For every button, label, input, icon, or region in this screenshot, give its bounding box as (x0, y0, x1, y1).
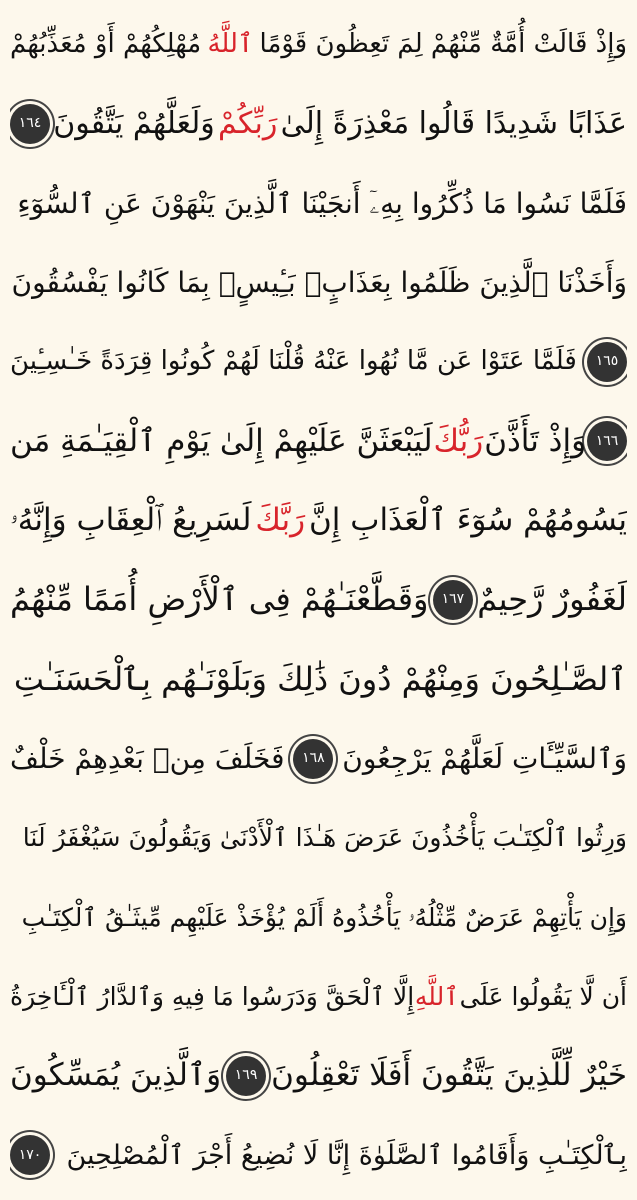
verse-text: لَغَفُورٌ رَّحِيمٌ (477, 580, 627, 619)
verse-text: وَإِن يَأْتِهِمْ عَرَضٌ مِّثْلُهُۥ يَأْخُذُوهُ أَلَمْ يُؤْخَذْ عَلَيْهِم مِّيثَـٰقُ ٱلْكِتَـٰبِ (21, 902, 627, 932)
verse-text: إِلَّا ٱلْحَقَّ وَدَرَسُوا مَا فِيهِ وَٱلدَّارُ ٱلْـَٔاخِرَةُ (10, 982, 415, 1012)
verse-text: وَقَطَّعْنَـٰهُمْ فِى ٱلْأَرْضِ أُمَمًا مِّنْهُمُ (10, 580, 429, 619)
verse-number-marker: ١٦٦ (587, 421, 627, 461)
text-line (10, 87, 627, 160)
text-line (10, 405, 627, 478)
verse-text: أَن لَّا يَقُولُوا عَلَى (459, 982, 627, 1012)
divine-name-text: رَبَّكَ (255, 502, 306, 539)
verse-number-marker: ١٦٥ (587, 342, 627, 382)
divine-name-text: رَبُّكَ (433, 422, 484, 459)
verse-text: وَإِذْ تَأَذَّنَ (484, 422, 587, 459)
verse-text: عَذَابًا شَدِيدًا قَالُوا مَعْذِرَةً إِلَىٰ (280, 106, 627, 142)
verse-text: بِٱلْكِتَـٰبِ وَأَقَامُوا ٱلصَّلَوٰةَ إِنَّا لَا نُضِيعُ أَجْرَ ٱلْمُصْلِحِينَ (66, 1139, 627, 1171)
verse-text: مُهْلِكُهُمْ أَوْ مُعَذِّبُهُمْ (10, 29, 202, 59)
verse-text: وَرِثُوا ٱلْكِتَـٰبَ يَأْخُذُونَ عَرَضَ هَـٰذَا ٱلْأَدْنَىٰ وَيَقُولُونَ سَيُغْفَرُ لَنَا (22, 823, 627, 853)
verse-text: وَٱلسَّيِّـَٔاتِ لَعَلَّهُمْ يَرْجِعُونَ (342, 742, 627, 776)
verse-text: ٱلصَّـٰلِحُونَ وَمِنْهُمْ دُونَ ذَٰلِكَ وَبَلَوْنَـٰهُم بِٱلْحَسَنَـٰتِ (13, 659, 627, 698)
divine-name-text: رَبِّكُمْ (218, 106, 278, 142)
text-line (10, 167, 627, 240)
verse-number-marker: ١٦٩ (226, 1056, 266, 1096)
text-line (10, 722, 627, 795)
text-line (10, 960, 627, 1033)
verse-number-marker: ١٦٨ (293, 739, 333, 779)
text-line (10, 484, 627, 557)
verse-text: وَأَخَذْنَا ٱلَّذِينَ ظَلَمُوا بِعَذَابٍۭ بَـِٔيسٍۭ بِمَا كَانُوا يَفْسُقُونَ (11, 266, 627, 300)
verse-text: وَإِذْ قَالَتْ أُمَّةٌ مِّنْهُمْ لِمَ تَعِظُونَ قَوْمًا (259, 29, 627, 59)
text-line (10, 8, 627, 81)
verse-number-marker: ١٦٤ (10, 104, 50, 144)
verse-text: وَلَعَلَّهُمْ يَتَّقُونَ (53, 106, 215, 142)
verse-text: لَيَبْعَثَنَّ عَلَيْهِمْ إِلَىٰ يَوْمِ ٱلْقِيَـٰمَةِ مَن (10, 422, 433, 459)
text-line (10, 881, 627, 954)
verse-text: خَيْرٌ لِّلَّذِينَ يَتَّقُونَ أَفَلَا تَعْقِلُونَ (271, 1057, 627, 1094)
verse-number-marker: ١٦٧ (433, 580, 473, 620)
verse-text: لَسَرِيعُ ٱلْعِقَابِ وَإِنَّهُۥ (10, 502, 252, 539)
divine-name-text: ٱللَّهُ (207, 29, 254, 59)
text-line (10, 801, 627, 874)
text-line (10, 1119, 627, 1192)
text-line (10, 246, 627, 319)
divine-name-text: ٱللَّهِ (414, 982, 459, 1012)
verse-text: فَلَمَّا عَتَوْا عَن مَّا نُهُوا عَنْهُ قُلْنَا لَهُمْ كُونُوا قِرَدَةً خَـٰسِـِٔينَ (10, 346, 577, 377)
text-line (10, 325, 627, 398)
text-line (10, 1039, 627, 1112)
verse-text: وَٱلَّذِينَ يُمَسِّكُونَ (10, 1057, 222, 1094)
text-line (10, 563, 627, 636)
text-line (10, 643, 627, 716)
verse-text: فَلَمَّا نَسُوا مَا ذُكِّرُوا بِهِۦٓ أَنجَيْنَا ٱلَّذِينَ يَنْهَوْنَ عَنِ ٱلسُّوٓءِ (17, 186, 627, 220)
verse-number-marker: ١٧٠ (10, 1135, 50, 1175)
verse-text: يَسُومُهُمْ سُوٓءَ ٱلْعَذَابِ إِنَّ (309, 502, 627, 539)
verse-text: فَخَلَفَ مِنۢ بَعْدِهِمْ خَلْفٌ (10, 742, 285, 776)
